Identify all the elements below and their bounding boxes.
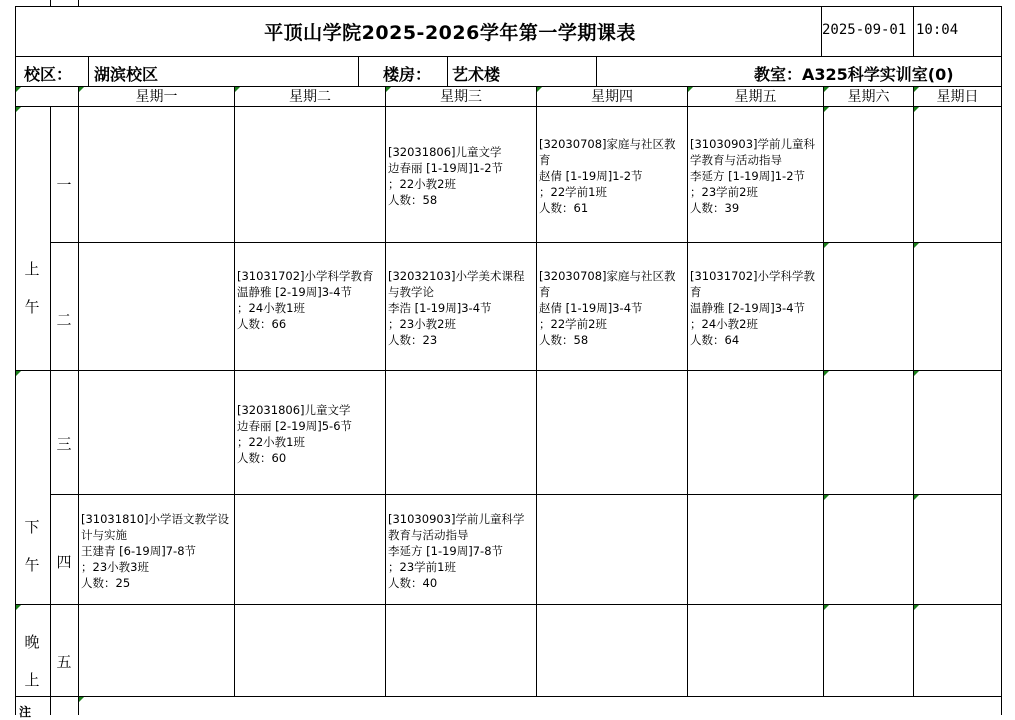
course-cell-p1-fri[interactable]: [690, 136, 820, 216]
course-teacher: 李浩 [1-19周]3-4节: [388, 301, 492, 315]
course-cell-p2-thu[interactable]: [539, 268, 683, 348]
course-code-name: [32031806]儿童文学: [388, 145, 502, 159]
course-code-name: [32032103]小学美术课程与教学论: [388, 269, 525, 299]
course-teacher: 赵倩 [1-19周]3-4节: [539, 301, 643, 315]
room-info: 教室：A325科学实训室(0): [754, 65, 954, 84]
course-count: 人数：58: [388, 193, 438, 207]
course-class: ；23小教3班: [81, 560, 149, 574]
course-teacher: 李延方 [1-19周]1-2节: [690, 169, 806, 183]
session-morning-char-1: 上: [24, 260, 40, 278]
period-2: 二: [56, 311, 72, 329]
day-header-monday: 星期一: [135, 89, 178, 105]
campus-value: 湖滨校区: [94, 65, 159, 84]
course-count: 人数：25: [81, 576, 131, 590]
course-count: 人数：40: [388, 576, 438, 590]
course-teacher: 边春丽 [1-19周]1-2节: [388, 161, 504, 175]
course-class: ；22小教1班: [237, 435, 305, 449]
course-code-name: [32030708]家庭与社区教育: [539, 269, 676, 299]
course-cell-p3-tue[interactable]: [237, 402, 381, 466]
course-teacher: 温静雅 [2-19周]3-4节: [237, 285, 353, 299]
timetable-title: 平顶山学院2025-2026学年第一学期课表: [264, 22, 636, 44]
day-header-sunday: 星期日: [936, 89, 979, 105]
period-5: 五: [56, 653, 72, 671]
day-header-friday: 星期五: [734, 89, 777, 105]
session-evening-char-1: 晚: [24, 633, 40, 651]
course-teacher: 赵倩 [1-19周]1-2节: [539, 169, 643, 183]
day-header-wednesday: 星期三: [440, 89, 482, 105]
course-cell-p4-mon[interactable]: [81, 511, 231, 591]
session-afternoon-char-2: 午: [24, 556, 40, 574]
print-date: 2025-09-01: [822, 22, 907, 38]
course-teacher: 王建青 [6-19周]7-8节: [81, 544, 197, 558]
course-count: 人数：64: [690, 333, 740, 347]
course-class: ；23学前2班: [690, 185, 758, 199]
course-code-name: [32031806]儿童文学: [237, 403, 351, 417]
course-class: ；24小教2班: [690, 317, 758, 331]
building-label: 楼房：: [383, 65, 432, 84]
session-morning: [15, 250, 49, 326]
course-class: ；23学前1班: [388, 560, 456, 574]
session-afternoon-char-1: 下: [24, 518, 40, 536]
course-code-name: [31031702]小学科学教育: [237, 269, 374, 283]
course-cell-p2-wed[interactable]: [388, 268, 532, 348]
course-cell-p1-thu[interactable]: [539, 136, 683, 216]
course-cell-p4-wed[interactable]: [388, 511, 532, 591]
course-cell-p2-fri[interactable]: [690, 268, 820, 348]
day-header-tuesday: 星期二: [289, 89, 331, 105]
course-count: 人数：60: [237, 451, 287, 465]
course-cell-p2-tue[interactable]: [237, 268, 381, 332]
course-teacher: 温静雅 [2-19周]3-4节: [690, 301, 806, 315]
building-value: 艺术楼: [452, 65, 501, 84]
course-class: ；23小教2班: [388, 317, 456, 331]
course-class: ；24小教1班: [237, 301, 305, 315]
day-header-saturday: 星期六: [847, 89, 890, 105]
session-afternoon: [15, 508, 49, 584]
session-evening: [15, 623, 49, 699]
period-1: 一: [56, 176, 72, 194]
session-evening-char-2: 上: [24, 671, 40, 689]
course-count: 人数：66: [237, 317, 287, 331]
course-code-name: [32030708]家庭与社区教育: [539, 137, 676, 167]
print-time: 10:04: [916, 22, 959, 38]
day-header-thursday: 星期四: [591, 89, 633, 105]
course-count: 人数：23: [388, 333, 438, 347]
course-count: 人数：39: [690, 201, 740, 215]
course-code-name: [31030903]学前儿童科学教育与活动指导: [690, 137, 816, 167]
course-teacher: 边春丽 [2-19周]5-6节: [237, 419, 353, 433]
note-label: 注: [19, 705, 32, 719]
course-code-name: [31031702]小学科学教育: [690, 269, 816, 299]
course-class: ；22小教2班: [388, 177, 456, 191]
session-morning-char-2: 午: [24, 298, 40, 316]
course-count: 人数：58: [539, 333, 589, 347]
course-code-name: [31031810]小学语文教学设计与实施: [81, 512, 230, 542]
course-count: 人数：61: [539, 201, 589, 215]
campus-label: 校区：: [24, 65, 73, 84]
course-cell-p1-wed[interactable]: [388, 144, 532, 208]
course-class: ；22学前2班: [539, 317, 607, 331]
course-code-name: [31030903]学前儿童科学教育与活动指导: [388, 512, 525, 542]
period-3: 三: [56, 435, 72, 453]
period-4: 四: [56, 553, 72, 571]
course-class: ；22学前1班: [539, 185, 607, 199]
course-teacher: 李延方 [1-19周]7-8节: [388, 544, 504, 558]
